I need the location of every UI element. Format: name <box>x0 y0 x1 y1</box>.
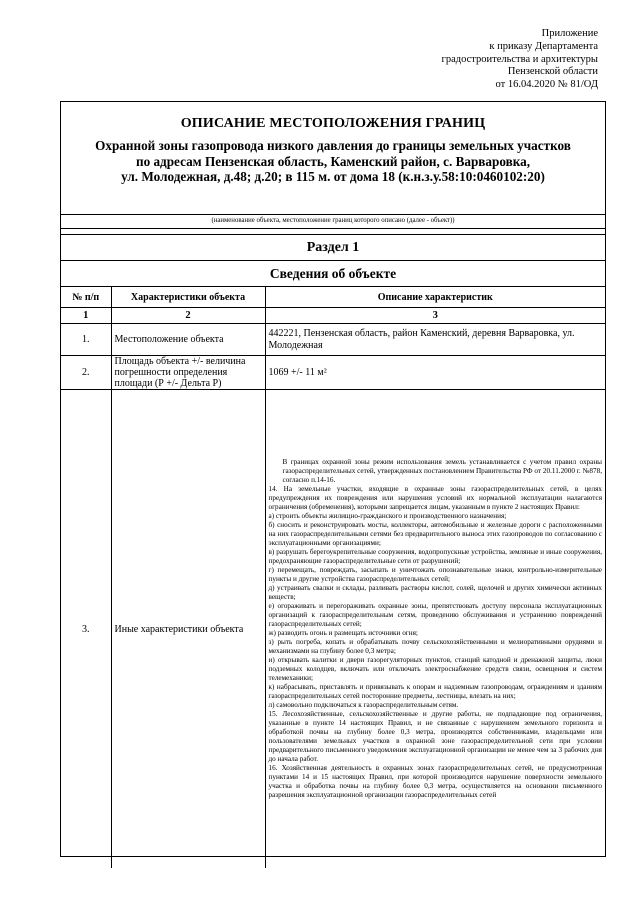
row-characteristic: Иные характеристики объекта <box>111 390 265 869</box>
zone-description <box>61 138 605 185</box>
zone-line: Охранной зоны газопровода низкого давления до границы земельных участков <box>95 138 571 153</box>
appendix-line: градостроительства и архитектуры <box>441 53 598 65</box>
row-characteristic: Местоположение объекта <box>111 324 265 356</box>
restriction-paragraph: д) устраивать свалки и склады, разливать растворы кислот, солей, щелочей и других химически активных веществ; <box>268 584 602 601</box>
zone-line: ул. Молодежная, д.48; д.20; в 115 м. от дома 18 (к.н.з.у.58:10:0460102:20) <box>121 169 545 184</box>
table-header-row <box>61 287 605 308</box>
document-title: ОПИСАНИЕ МЕСТОПОЛОЖЕНИЯ ГРАНИЦ <box>180 116 486 131</box>
column-number-row <box>61 308 605 324</box>
row-description: 442221, Пензенская область, район Каменский, деревня Варваровка, ул. Молодежная <box>265 324 605 356</box>
appendix-block <box>298 28 598 92</box>
table-row <box>61 390 605 869</box>
row-characteristic: Площадь объекта +/- величина погрешности определения площади (Р +/- Дельта Р) <box>111 356 265 390</box>
restrictions-text <box>269 457 603 801</box>
column-header: Характеристики объекта <box>111 287 265 308</box>
table-row <box>61 324 605 356</box>
title-block <box>61 116 605 215</box>
column-header: № п/п <box>61 287 111 308</box>
table-row <box>61 356 605 390</box>
row-description: 1069 +/- 11 м² <box>265 356 605 390</box>
restriction-paragraph: е) огораживать и перегораживать охранные зоны, препятствовать доступу персонала эксплуатационных организаций к газораспределительным сетям, проведению обслуживания и устранению повреждений газораспределительных сетей; <box>268 602 602 628</box>
column-number: 3 <box>265 308 605 324</box>
appendix-line: Приложение <box>541 28 598 39</box>
object-info-table <box>61 287 605 868</box>
column-header: Описание характеристик <box>265 287 605 308</box>
document-frame <box>60 101 606 857</box>
appendix-line: Пензенской области <box>507 66 598 78</box>
restriction-paragraph: а) строить объекты жилищно-гражданского и производственного назначения; <box>268 512 507 520</box>
row-description <box>265 390 605 869</box>
restriction-paragraph: в) разрушать берегоукрепительные сооружения, водопропускные устройства, земляные и иные сооружения, предохраняющие газораспределительные сети от разрушений; <box>268 548 602 565</box>
column-number: 2 <box>111 308 265 324</box>
section-subtitle: Сведения об объекте <box>61 261 605 287</box>
restriction-paragraph: 16. Хозяйственная деятельность в охранных зонах газораспределительных сетей, не предусмотренная пунктами 14 и 15 настоящих Правил, при которой производится нарушение поверхности земельного участка и обработка почвы на глубину более 0,3 метра, осуществляется на основании письменного разрешения эксплуатационной организации газораспределительных сетей <box>268 764 602 799</box>
section-title: Раздел 1 <box>61 235 605 261</box>
column-number: 1 <box>61 308 111 324</box>
restriction-paragraph: л) самовольно подключаться к газораспределительным сетям. <box>268 701 459 709</box>
appendix-line: от 16.04.2020 № 81/ОД <box>495 79 598 91</box>
zone-line: по адресам Пензенская область, Каменский район, с. Варваровка, <box>135 153 531 169</box>
object-hint: (наименование объекта, местоположение границ которого описано (далее - объект)) <box>61 215 605 229</box>
restriction-paragraph: 15. Лесохозяйственные, сельскохозяйственные и другие работы, не подпадающие под ограничения, указанные в пункте 14 настоящих Правил, и не связанные с нарушением земельного горизонта и обработкой почвы на глубину более 0,3 метра, производятся собственниками, владельцами или пользователями земельных участков в охранной зоне газораспределительной сети при условии предварительного письменного уведомления эксплуатационной организации не менее чем за 3 рабочих дня до начала работ. <box>268 710 602 763</box>
restriction-paragraph: 14. На земельные участки, входящие в охранные зоны газораспределительных сетей, в целях предупреждения их повреждения или нарушения условий их нормальной эксплуатации налагаются ограничения (обременения), которыми запрещается лицам, указанным в пункте 2 настоящих Правил: <box>268 485 602 511</box>
restriction-paragraph: б) сносить и реконструировать мосты, коллекторы, автомобильные и железные дороги с расположенными на них газораспределительными сетями без предварительного выноса этих газопроводов по согласованию с эксплуатационными организациями; <box>268 521 602 547</box>
restriction-paragraph: з) рыть погреба, копать и обрабатывать почву сельскохозяйственными и мелиоративными орудиями и механизмами на глубину более 0,3 метра; <box>268 638 602 655</box>
restriction-paragraph: ж) разводить огонь и размещать источники огня; <box>268 629 418 637</box>
restriction-paragraph: и) открывать калитки и двери газорегуляторных пунктов, станций катодной и дренажной защиты, люки подземных колодцев, включать или отключать электроснабжение средств связи, освещения и систем телемеханики; <box>268 656 602 682</box>
restriction-paragraph: г) перемещать, повреждать, засыпать и уничтожать опознавательные знаки, контрольно-измерительные пункты и другие устройства газораспределительных сетей; <box>268 566 602 583</box>
row-number: 1. <box>61 324 111 356</box>
appendix-line: к приказу Департамента <box>489 40 598 52</box>
row-number: 2. <box>61 356 111 390</box>
row-number: 3. <box>61 390 111 869</box>
restriction-paragraph: В границах охранной зоны режим использования земель устанавливается с учетом правил охраны газораспределительных сетей, утвержденных постановлением Правительства РФ от 20.11.2000 г. №878, согласно п.14-16. <box>282 458 602 484</box>
restriction-paragraph: к) набрасывать, приставлять и привязывать к опорам и надземным газопроводам, ограждениям и зданиям газораспределительных сетей посторонние предметы, лестницы, влезать на них; <box>268 683 602 700</box>
